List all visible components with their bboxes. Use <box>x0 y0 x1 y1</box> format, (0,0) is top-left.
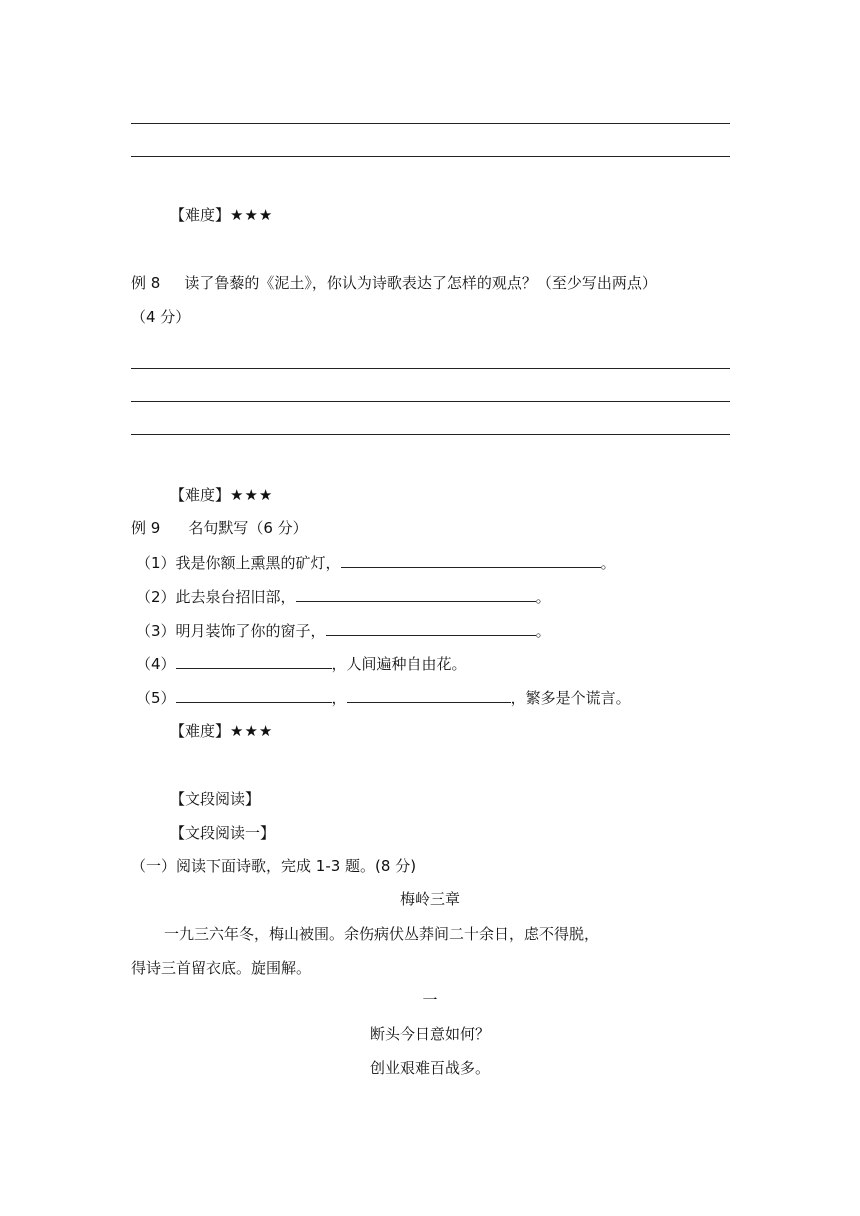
fill-item-3 <box>136 621 551 641</box>
fill-blank[interactable] <box>176 654 332 669</box>
difficulty-stars: ★★★ <box>230 486 274 504</box>
reading-instruction: （一）阅读下面诗歌，完成 1-3 题。(8 分) <box>131 857 417 875</box>
answer-line <box>131 156 730 157</box>
section-heading: 【文段阅读】 <box>170 790 261 808</box>
fill-item-1 <box>136 553 616 573</box>
example9-heading <box>131 518 308 538</box>
item-number: （5） <box>136 689 176 707</box>
fill-item-5 <box>136 688 631 708</box>
fill-blank[interactable] <box>326 621 536 636</box>
fill-item-4 <box>136 654 467 674</box>
fill-item-2 <box>136 587 551 607</box>
item-number: （2） <box>136 588 176 606</box>
item-number: （4） <box>136 655 176 673</box>
poem-line: 断头今日意如何？ <box>369 1025 490 1043</box>
stanza-number: 一 <box>422 991 438 1009</box>
poem-preface-line: 得诗三首留衣底。旋围解。 <box>131 959 312 977</box>
example8-text: 读了鲁藜的《泥土》，你认为诗歌表达了怎样的观点？（至少写出两点） <box>184 274 657 292</box>
difficulty-rating <box>170 485 273 505</box>
difficulty-stars: ★★★ <box>230 206 274 224</box>
poem-line: 创业艰难百战多。 <box>369 1059 490 1077</box>
example8-label: 例 8 <box>131 274 161 292</box>
answer-line <box>131 401 730 402</box>
fill-blank[interactable] <box>296 587 536 602</box>
difficulty-label: 【难度】 <box>170 206 231 224</box>
item-text: 我是你额上熏黑的矿灯， <box>175 554 341 572</box>
answer-line <box>131 123 730 124</box>
difficulty-rating <box>170 721 273 741</box>
fill-blank[interactable] <box>347 688 511 703</box>
item-text: 。 <box>600 554 616 572</box>
difficulty-label: 【难度】 <box>170 486 231 504</box>
poem-preface-line: 一九三六年冬，梅山被围。余伤病伏丛莽间二十余日，虑不得脱， <box>164 925 600 943</box>
example8-score: （4 分） <box>131 308 191 326</box>
example9-label: 例 9 <box>131 519 161 537</box>
answer-line <box>131 434 730 435</box>
item-text: ， <box>331 689 347 707</box>
item-text: 。 <box>535 588 551 606</box>
example9-title: 名句默写（6 分） <box>188 519 308 537</box>
fill-blank[interactable] <box>341 553 601 568</box>
difficulty-rating <box>170 205 273 225</box>
answer-line <box>131 368 730 369</box>
item-text: 明月装饰了你的窗子， <box>175 622 326 640</box>
item-number: （1） <box>136 554 176 572</box>
item-text: 。 <box>535 622 551 640</box>
item-number: （3） <box>136 622 176 640</box>
difficulty-label: 【难度】 <box>170 722 231 740</box>
subsection-heading: 【文段阅读一】 <box>170 824 276 842</box>
difficulty-stars: ★★★ <box>230 722 274 740</box>
example8-question <box>131 273 657 293</box>
item-text: ，人间遍种自由花。 <box>331 655 467 673</box>
item-text: 此去泉台招旧部， <box>175 588 296 606</box>
item-text: ，繁多是个谎言。 <box>510 689 631 707</box>
poem-title: 梅岭三章 <box>399 890 460 908</box>
fill-blank[interactable] <box>176 688 332 703</box>
